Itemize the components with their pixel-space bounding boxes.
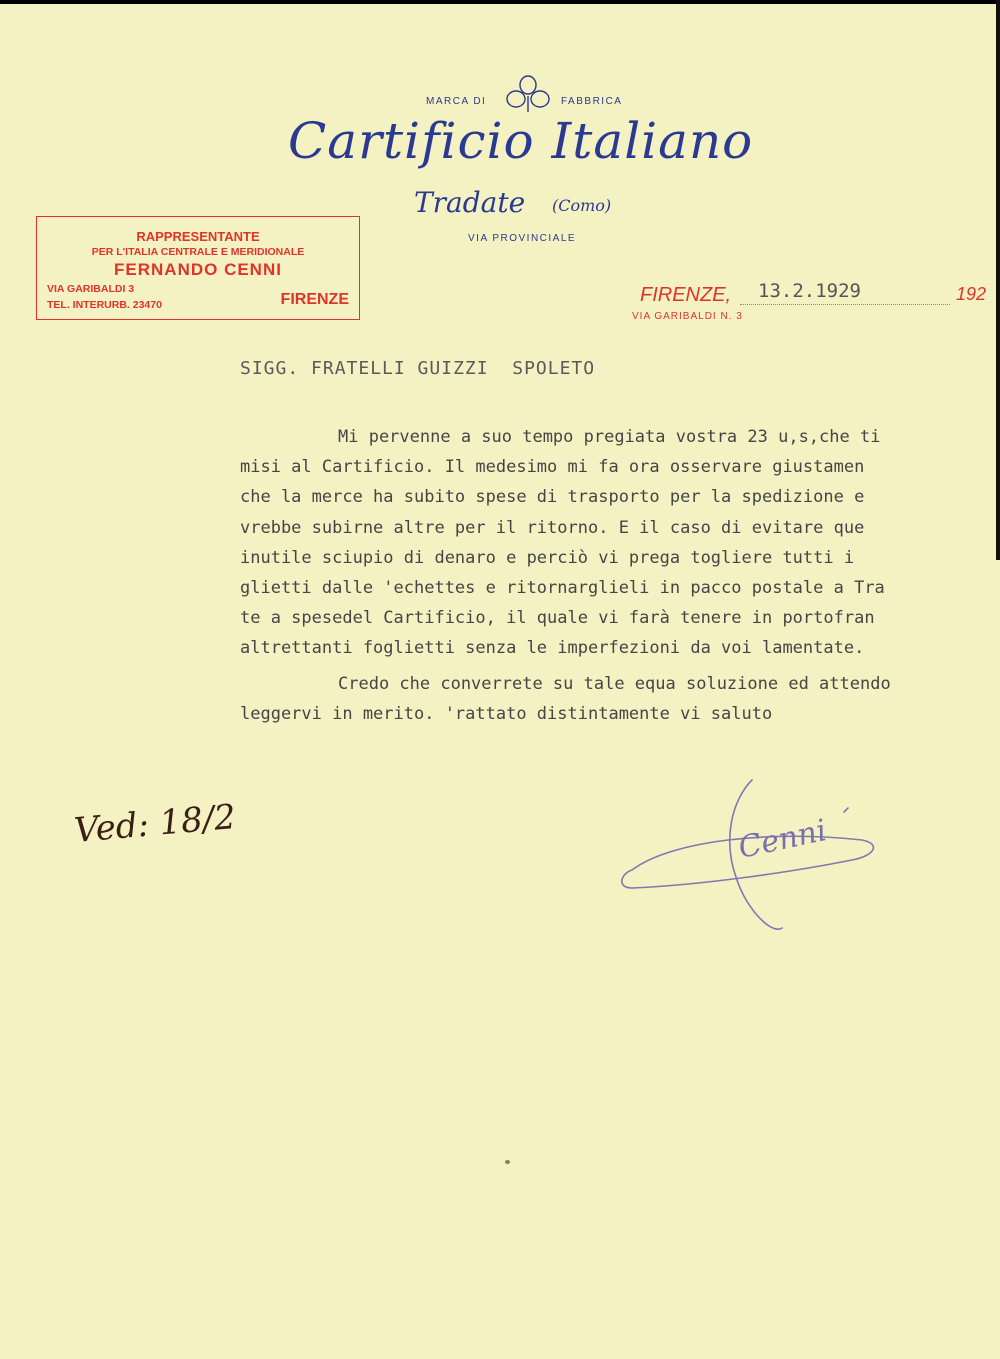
company-address: VIA PROVINCIALE [468,233,577,244]
letter-line: che la merce ha subito spese di trasporto per la spedizione e [240,487,865,508]
company-town: Tradate [414,186,526,219]
cloverleaf-logo-icon [500,74,556,114]
rep-name: FERNANDO CENNI [114,260,282,279]
trademark-label-left: MARCA DI [426,96,487,107]
rep-street: VIA GARIBALDI 3 [47,283,135,295]
signature: Cenni [735,813,830,866]
rep-city: FIRENZE [280,291,349,308]
letter-line: Credo che converrete su tale equa soluzione ed attendo [338,673,891,694]
dateline-date: 13.2.1929 [758,280,861,302]
company-name: Cartificio Italiano [288,112,754,170]
letter-addressee: SIGG. FRATELLI GUIZZI SPOLETO [240,358,596,379]
letter-line: glietti dalle 'echettes e ritornarglieli in pacco postale a Tra [240,577,885,598]
paper-mark [505,1160,510,1164]
letter-line: inutile sciupio di denaro e perciò vi prega togliere tutti i [240,547,855,568]
letter-line: Mi pervenne a suo tempo pregiata vostra 23 u,s,che ti [338,427,881,447]
letter-line: altrettanti foglietti senza le imperfezioni da voi lamentate. [240,638,865,659]
rep-region: PER L'ITALIA CENTRALE E MERIDIONALE [91,246,305,258]
letter-line: misi al Cartificio. Il medesimo mi fa ora osservare giustamen [240,457,865,478]
rep-phone: TEL. INTERURB. 23470 [47,299,162,311]
dateline-year-prefix: 192 [956,284,987,304]
letter-line: te a spesedel Cartificio, il quale vi farà tenere in portofran [240,608,875,629]
top-edge-band [0,0,1000,4]
trademark-label-right: FABBRICA [561,96,623,107]
letter-body [240,422,1000,729]
rep-title: RAPPRESENTANTE [136,229,260,244]
dateline-address: VIA GARIBALDI N. 3 [632,311,743,322]
handwritten-note: Ved: 18/2 [72,797,238,851]
letter-line: vrebbe subirne altre per il ritorno. E il caso di evitare que [240,517,865,538]
date-rule [740,304,950,305]
representative-box [36,216,360,320]
letter-line: leggervi in merito. 'rattato distintamente vi saluto [240,703,773,724]
dateline-place: FIRENZE, [640,284,732,306]
company-province: (Como) [552,196,612,215]
